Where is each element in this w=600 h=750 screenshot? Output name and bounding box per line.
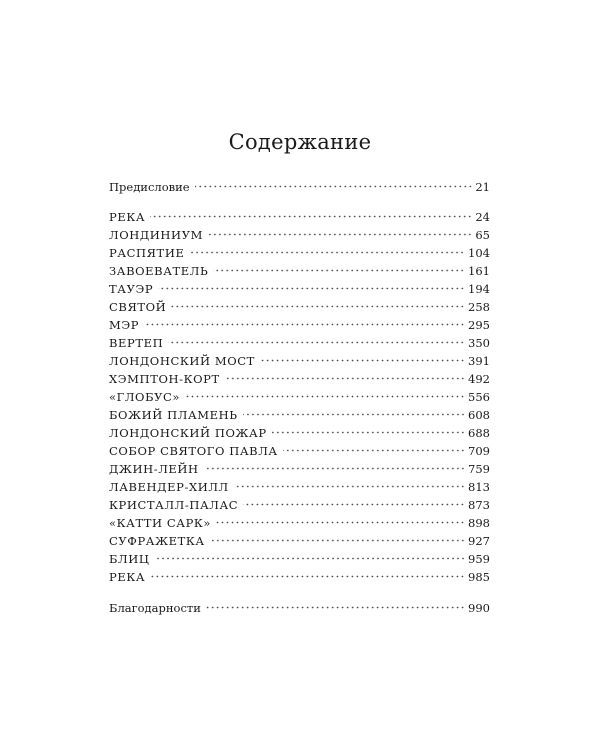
dot-leader [243, 503, 465, 506]
toc-entry-page: 608 [468, 408, 490, 422]
toc-entry-page: 24 [475, 210, 490, 224]
dot-leader [213, 269, 465, 272]
toc-entry [109, 599, 490, 617]
dot-leader [195, 185, 473, 188]
toc-entry-title: РЕКА [109, 210, 146, 224]
dot-leader [150, 215, 472, 218]
dot-leader [158, 287, 465, 290]
dot-leader [260, 359, 465, 362]
toc-entry-page: 873 [468, 498, 490, 512]
toc-entry-title: Предисловие [109, 180, 190, 194]
dot-leader [225, 377, 465, 380]
toc-entry [109, 514, 490, 532]
toc-entry-page: 350 [468, 336, 490, 350]
toc-entry [109, 478, 490, 496]
dot-leader [185, 395, 465, 398]
toc-entry-title: Благодарности [109, 601, 201, 615]
toc-entry-page: 990 [468, 601, 490, 615]
toc-entry [109, 406, 490, 424]
toc-entry-title: ТАУЭР [109, 282, 154, 296]
toc-entry [109, 262, 490, 280]
toc-entry [109, 352, 490, 370]
toc-entry-page: 21 [475, 180, 490, 194]
toc-entry [109, 370, 490, 388]
toc-entry-title: ВЕРТЕП [109, 336, 164, 350]
toc-entry-page: 959 [468, 552, 490, 566]
toc-entry [109, 298, 490, 316]
toc-entry [109, 316, 490, 334]
toc-entry-page: 104 [468, 246, 490, 260]
toc-entry-page: 391 [468, 354, 490, 368]
toc-entry-page: 898 [468, 516, 490, 530]
toc-entry-title: СУФРАЖЕТКА [109, 534, 205, 548]
toc-entry [109, 460, 490, 478]
toc-entry-page: 161 [468, 264, 490, 278]
dot-leader [206, 606, 465, 609]
dot-leader [243, 413, 465, 416]
toc-entry-title: ЛОНДОНСКИЙ ПОЖАР [109, 426, 267, 440]
toc-entry [109, 496, 490, 514]
toc-entry-title: ЛОНДИНИУМ [109, 228, 203, 242]
toc-entry [109, 280, 490, 298]
toc-entry-page: 813 [468, 480, 490, 494]
toc-entry [109, 208, 490, 226]
toc-entry-title: ХЭМПТОН-КОРТ [109, 372, 220, 386]
toc-entry [109, 244, 490, 262]
dot-leader [171, 305, 465, 308]
dot-leader [168, 341, 465, 344]
toc-entry-page: 194 [468, 282, 490, 296]
toc-entry-title: СВЯТОЙ [109, 300, 167, 314]
dot-leader [208, 233, 472, 236]
dot-leader [189, 251, 465, 254]
dot-leader [150, 575, 465, 578]
toc-entry-page: 65 [475, 228, 490, 242]
toc-entry-page: 688 [468, 426, 490, 440]
toc-entry-page: 295 [468, 318, 490, 332]
toc-entry [109, 442, 490, 460]
toc-entry-page: 258 [468, 300, 490, 314]
toc-entry-title: БЛИЦ [109, 552, 150, 566]
toc-entry [109, 568, 490, 586]
dot-leader [234, 485, 465, 488]
toc-entry [109, 424, 490, 442]
toc-entry-page: 927 [468, 534, 490, 548]
toc-entry-title: БОЖИЙ ПЛАМЕНЬ [109, 408, 238, 422]
toc-entry-title: МЭР [109, 318, 140, 332]
toc-entry-title: РАСПЯТИЕ [109, 246, 185, 260]
dot-leader [155, 557, 466, 560]
dot-leader [283, 449, 465, 452]
toc-entry-title: РЕКА [109, 570, 146, 584]
toc-entry [109, 388, 490, 406]
toc-entry-page: 709 [468, 444, 490, 458]
dot-leader [272, 431, 465, 434]
toc-entry-page: 759 [468, 462, 490, 476]
dot-leader [210, 539, 465, 542]
toc-entry-title: ЗАВОЕВАТЕЛЬ [109, 264, 209, 278]
toc-entry [109, 226, 490, 244]
toc-entry [109, 532, 490, 550]
toc-entry-title: «КАТТИ САРК» [109, 516, 212, 530]
toc-entry-page: 556 [468, 390, 490, 404]
toc-entry-title: СОБОР СВЯТОГО ПАВЛА [109, 444, 278, 458]
toc-entry-title: ЛАВЕНДЕР-ХИЛЛ [109, 480, 229, 494]
toc-entry [109, 550, 490, 568]
toc-entry [109, 178, 490, 196]
toc-entry-title: «ГЛОБУС» [109, 390, 181, 404]
dot-leader [216, 521, 465, 524]
toc-entry [109, 334, 490, 352]
toc-entry-title: КРИСТАЛЛ-ПАЛАС [109, 498, 239, 512]
toc-entry-title: ЛОНДОНСКИЙ МОСТ [109, 354, 255, 368]
toc-entry-title: ДЖИН-ЛЕЙН [109, 462, 199, 476]
toc-entry-page: 985 [468, 570, 490, 584]
toc-entry-page: 492 [468, 372, 490, 386]
dot-leader [204, 467, 465, 470]
page-title: Содержание [228, 130, 372, 154]
dot-leader [144, 323, 465, 326]
